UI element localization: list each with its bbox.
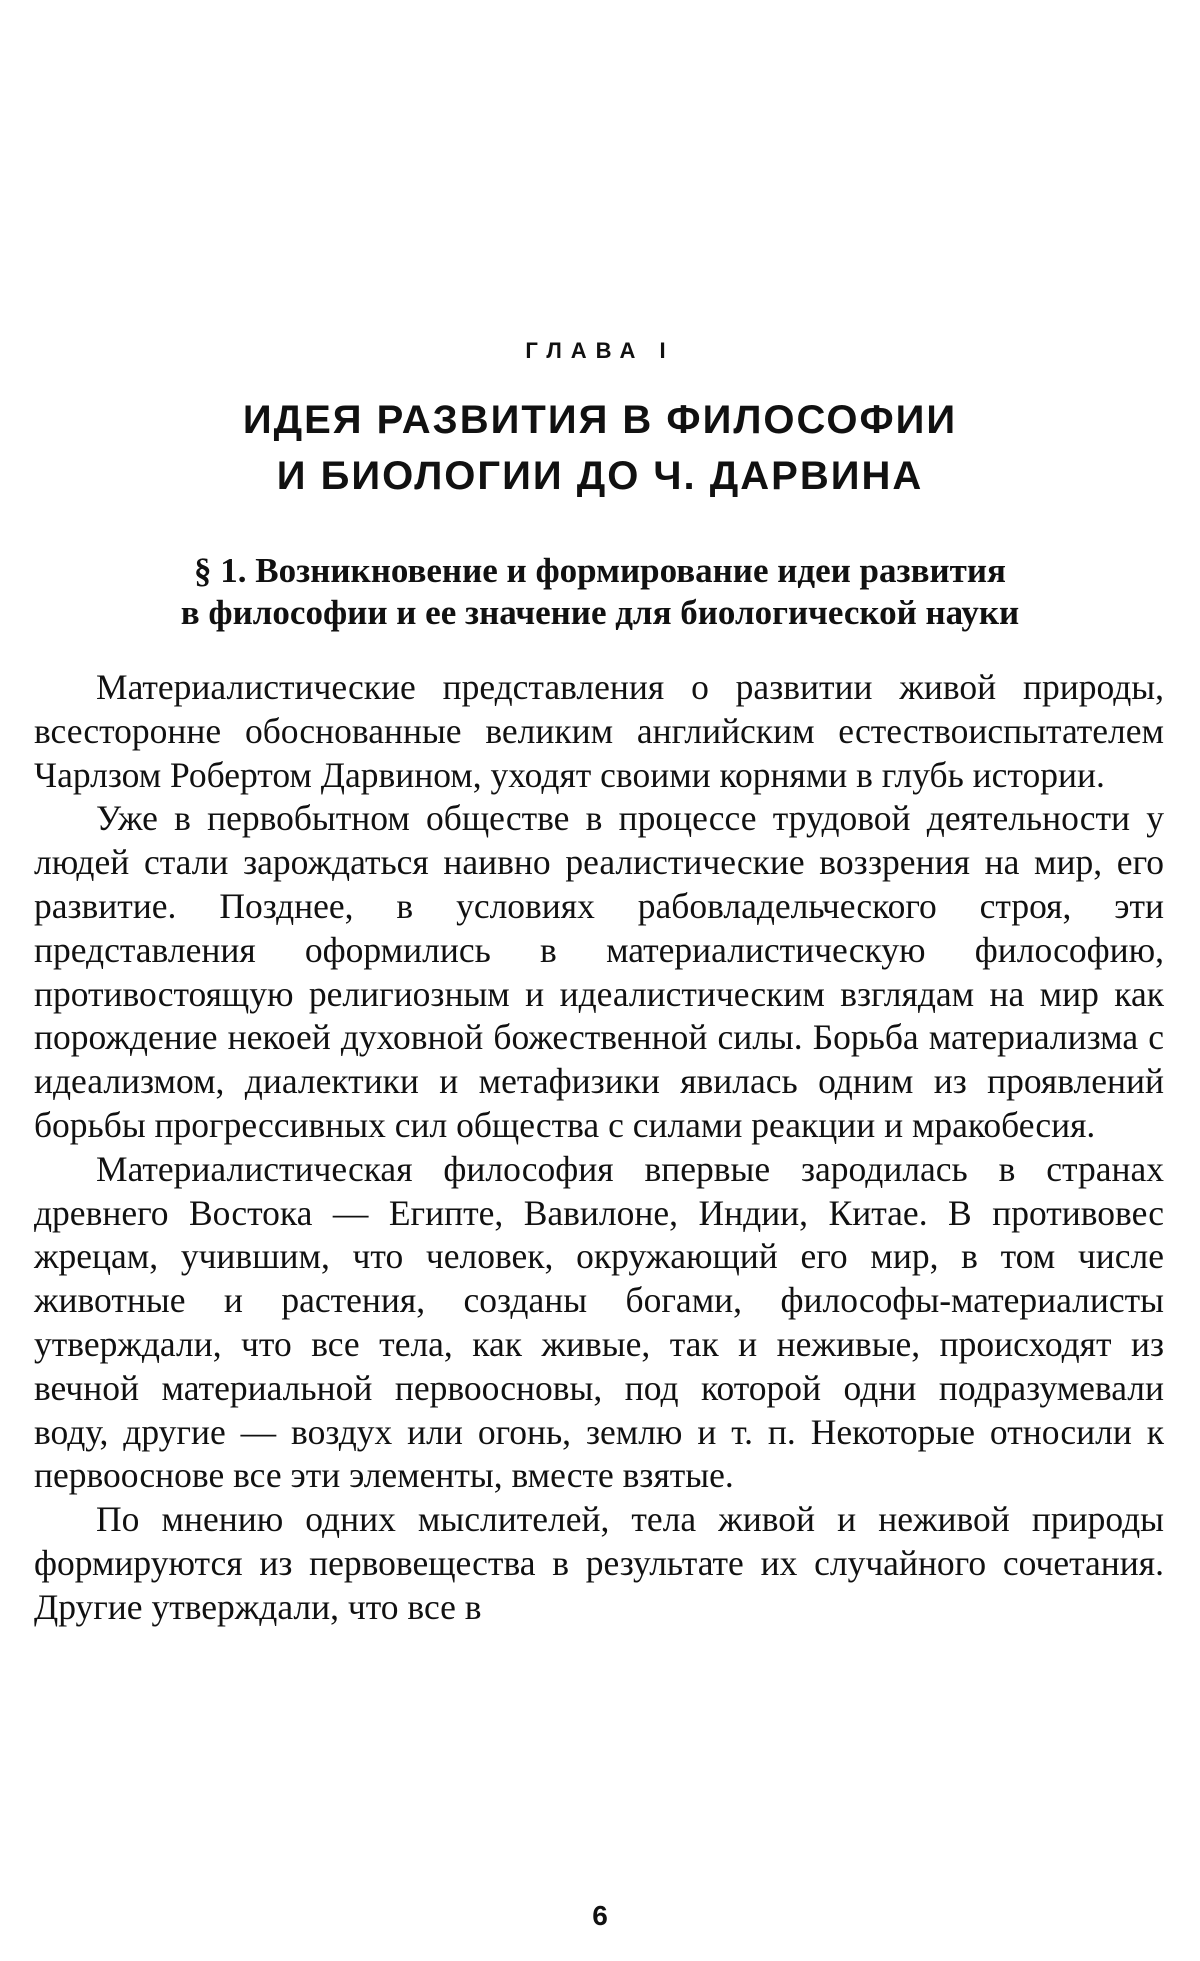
page-number: 6: [592, 1900, 608, 1931]
paragraph-2: Уже в первобытном обществе в процессе трудовой деятельности у людей стали зарождаться наивно реалистические воззрения на мир, его развитие. Позднее, в условиях рабовладельческого строя, эти представления оформились в материалистическую философию, противостоящую религиозным и идеалистическим взглядам на мир как порождение некоей духовной божественной силы. Борьба материализма с идеализмом, диалектики и метафизики явилась одним из проявлений борьбы прогрессивных сил общества с силами реакции и мракобесия.: [34, 798, 1164, 1145]
chapter-title-line-1: ИДЕЯ РАЗВИТИЯ В ФИЛОСОФИИ: [242, 398, 958, 442]
chapter-title-line-2: И БИОЛОГИИ ДО Ч. ДАРВИНА: [276, 454, 924, 498]
body-text: [34, 666, 1164, 1630]
paragraph-3: Материалистическая философия впервые зародилась в странах древнего Востока — Египте, Вавилоне, Индии, Китае. В противовес жрецам, учившим, что человек, окружающий его мир, в том числе животные и растения, созданы богами, философы-материалисты утверждали, что все тела, как живые, так и неживые, происходят из вечной материальной первоосновы, под которой одни подразумевали воду, другие — воздух или огонь, землю и т. п. Некоторые относили к первооснове все эти элементы, вместе взятые.: [34, 1148, 1164, 1496]
paragraph-1: Материалистические представления о развитии живой природы, всесторонне обоснованные великим английским естествоиспытателем Чарлзом Робертом Дарвином, уходят своими корнями в глубь истории.: [34, 667, 1164, 795]
section-heading: [40, 550, 1160, 634]
chapter-title: [0, 392, 1200, 504]
section-heading-line-1: § 1. Возникновение и формирование идеи развития: [194, 551, 1006, 590]
chapter-label: ГЛАВА I: [525, 338, 675, 363]
paragraph-4: По мнению одних мыслителей, тела живой и неживой природы формируются из первовещества в результате их случайного сочетания. Другие утверждали, что все в: [34, 1499, 1164, 1627]
section-heading-line-2: в философии и ее значение для биологической науки: [180, 593, 1020, 632]
